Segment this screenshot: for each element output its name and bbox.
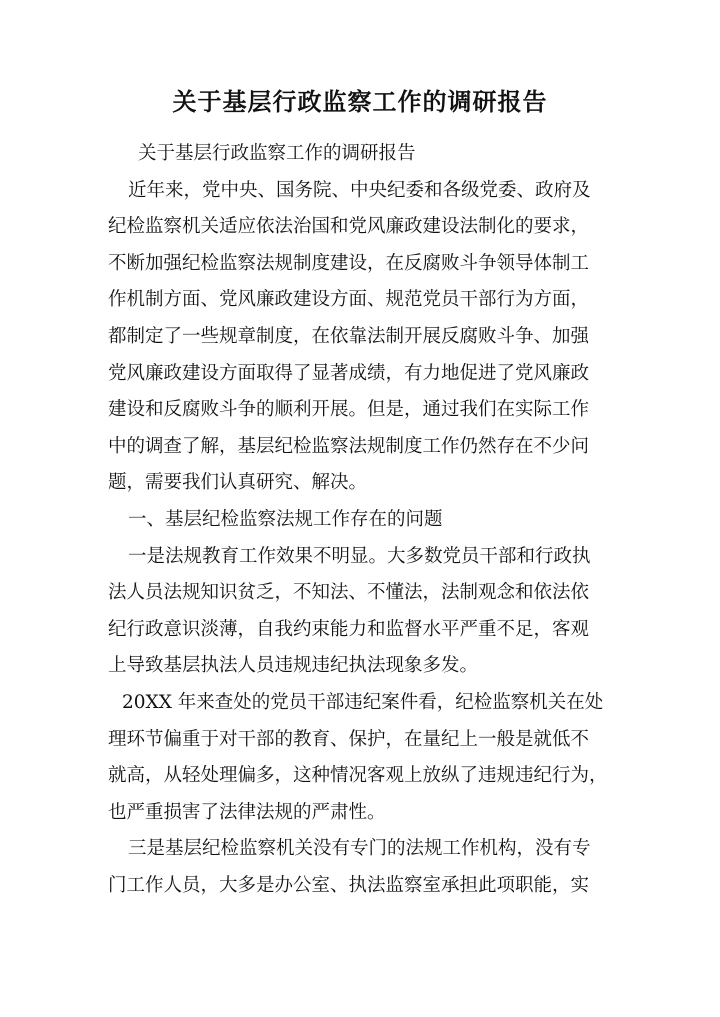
paragraph-line: 都制定了一些规章制度，在依靠法制开展反腐败斗争、加强 (108, 325, 590, 347)
paragraph-line: 不断加强纪检监察法规制度建设，在反腐败斗争领导体制工 (108, 252, 590, 274)
paragraph-line: 中的调查了解，基层纪检监察法规制度工作仍然存在不少问 (108, 435, 590, 457)
subtitle-line: 关于基层行政监察工作的调研报告 (138, 143, 416, 164)
paragraph-line: 建设和反腐败斗争的顺利开展。但是，通过我们在实际工作 (108, 399, 590, 421)
paragraph-line: 纪检监察机关适应依法治国和党风廉政建设法制化的要求， (108, 216, 590, 238)
paragraph-line: 就高，从轻处理偏多，这种情况客观上放纵了违规违纪行为， (108, 765, 608, 787)
paragraph-line: 近年来，党中央、国务院、中央纪委和各级党委、政府及 (128, 179, 591, 201)
paragraph-line: 20XX 年来查处的党员干部违纪案件看，纪检监察机关在处 (122, 691, 604, 713)
paragraph-line: 门工作人员，大多是办公室、执法监察室承担此项职能，实 (108, 874, 590, 896)
paragraph-line: 三是基层纪检监察机关没有专门的法规工作机构，没有专 (128, 838, 591, 860)
paragraph-line: 理环节偏重于对干部的教育、保护，在量纪上一般是就低不 (108, 728, 590, 750)
paragraph-line: 题，需要我们认真研究、解决。 (108, 472, 368, 494)
document-title: 关于基层行政监察工作的调研报告 (172, 87, 548, 116)
paragraph-line: 上导致基层执法人员违规违纪执法现象多发。 (108, 655, 479, 677)
paragraph-line: 党风廉政建设方面取得了显著成绩，有力地促进了党风廉政 (108, 362, 590, 384)
paragraph-line: 也严重损害了法律法规的严肃性。 (108, 801, 386, 823)
paragraph-line: 法人员法规知识贫乏，不知法、不懂法，法制观念和依法依 (108, 582, 590, 604)
document-body (108, 136, 613, 904)
paragraph-line: 作机制方面、党风廉政建设方面、规范党员干部行为方面， (108, 289, 590, 311)
paragraph-line: 一是法规教育工作效果不明显。大多数党员干部和行政执 (128, 545, 591, 567)
paragraph-line: 纪行政意识淡薄，自我约束能力和监督水平严重不足，客观 (108, 618, 590, 640)
section-heading: 一、基层纪检监察法规工作存在的问题 (128, 508, 443, 530)
